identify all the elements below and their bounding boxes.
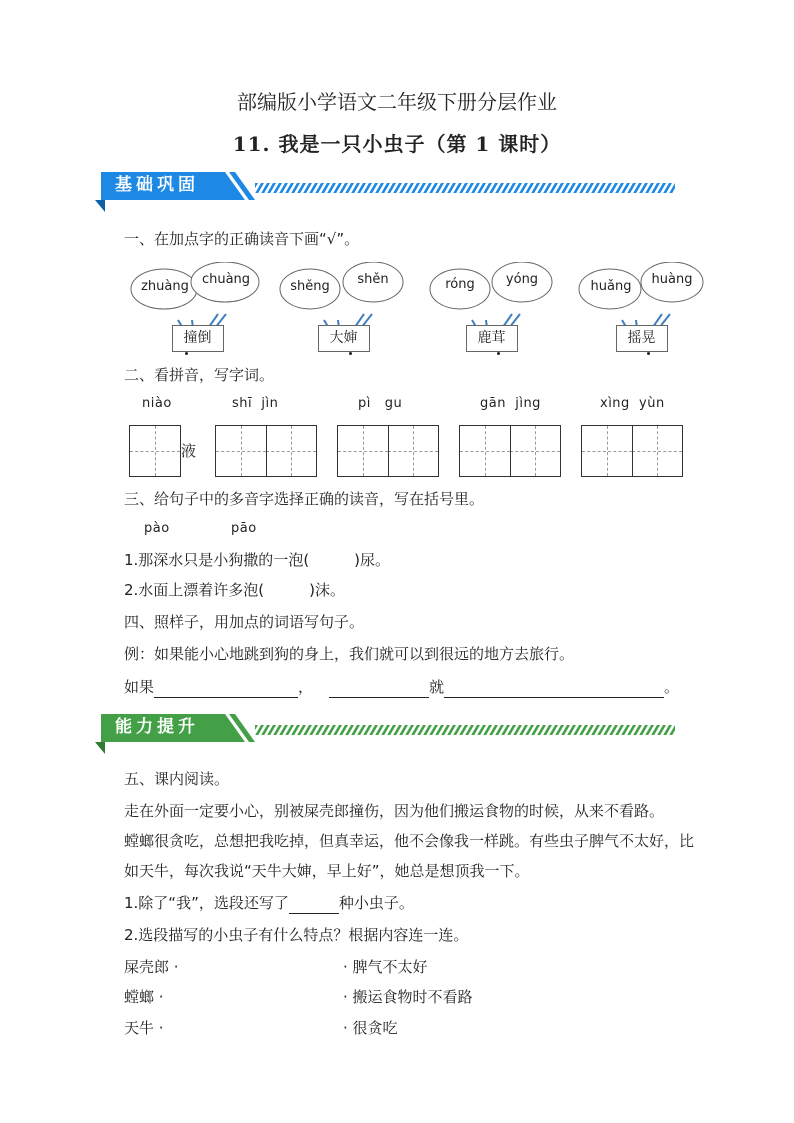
word-box: [172, 325, 224, 352]
pinyin-tree-3: [424, 262, 559, 352]
section-banner-basic: [95, 170, 675, 204]
match-left-item[interactable]: 屎壳郎 ·: [124, 958, 179, 976]
fill-word: 。: [664, 678, 680, 696]
section-tag: 基础巩固: [115, 175, 199, 195]
grid-cell: [582, 426, 632, 476]
writing-grid[interactable]: [581, 425, 683, 477]
pinyin-label: pì gu: [358, 396, 403, 411]
writing-grid[interactable]: [129, 425, 181, 477]
word-text: 摇晃: [627, 330, 656, 346]
reading-paragraph-line: 走在外面一定要小心，别被屎壳郎撞伤，因为他们搬运食物的时候，从来不看路。: [124, 802, 665, 820]
word-text: 大婶: [329, 330, 358, 346]
grid-guide: [216, 451, 266, 452]
section-banner-ability: [95, 712, 675, 746]
answer-blank[interactable]: [154, 681, 298, 698]
grid-guide: [510, 451, 560, 452]
writing-grid[interactable]: [337, 425, 439, 477]
grid-divider: [632, 426, 633, 476]
pinyin-option-left: róng: [445, 277, 475, 292]
emphasis-dot: [349, 352, 352, 355]
pinyin-label: gān jìng: [480, 396, 541, 411]
question-5-sub-2: 2.选段描写的小虫子有什么特点？根据内容连一连。: [124, 926, 469, 944]
question-5-prompt: 五、课内阅读。: [124, 770, 230, 788]
emphasis-dot: [497, 352, 500, 355]
grid-cell: [388, 426, 438, 476]
banner-stripe: [255, 725, 675, 735]
question-4-prompt: 四、照样子，用加点的词语写句子。: [124, 613, 365, 631]
question-1-prompt: 一、在加点字的正确读音下画“√”。: [124, 230, 360, 248]
writing-grid[interactable]: [215, 425, 317, 477]
section-tag: 能力提升: [115, 717, 199, 737]
pinyin-option-left: huǎng: [590, 279, 632, 294]
pinyin-label: pào: [144, 521, 170, 536]
grid-divider: [388, 426, 389, 476]
match-left-item[interactable]: 天牛 ·: [124, 1019, 164, 1037]
grid-cell: [216, 426, 266, 476]
fill-word: 如果: [124, 678, 155, 696]
match-right-item[interactable]: · 很贪吃: [343, 1019, 398, 1037]
word-text: 撞倒: [183, 330, 212, 346]
pinyin-tree-1: [130, 262, 265, 352]
pinyin-label: niào: [142, 396, 172, 411]
question-3-prompt: 三、给句子中的多音字选择正确的读音，写在括号里。: [124, 490, 485, 508]
sub-question-text: 1.除了“我”，选段还写了: [124, 894, 289, 912]
emphasis-dot: [647, 352, 650, 355]
fill-word: ，: [298, 678, 314, 696]
question-4-example: 例：如果能小心地跳到狗的身上，我们就可以到很远的地方去旅行。: [124, 645, 575, 663]
grid-cell: [460, 426, 510, 476]
word-box: [616, 325, 668, 352]
match-right-item[interactable]: · 脾气不太好: [343, 958, 428, 976]
sub-question-text: 种小虫子。: [338, 894, 414, 912]
banner-stripe: [255, 183, 675, 193]
match-right-item[interactable]: · 搬运食物时不看路: [343, 988, 473, 1006]
answer-blank[interactable]: [329, 681, 429, 698]
grid-guide: [460, 451, 510, 452]
pinyin-option-right: chuàng: [201, 272, 251, 287]
pinyin-option-right: yóng: [505, 272, 539, 287]
question-3-sentence-2: 2.水面上漂着许多泡( )沫。: [124, 581, 346, 599]
pinyin-tree-2: [276, 262, 411, 352]
question-5-sub-1: [124, 892, 414, 914]
writing-grid[interactable]: [459, 425, 561, 477]
pinyin-option-left: shěng: [290, 279, 330, 294]
grid-guide: [130, 451, 180, 452]
match-left-item[interactable]: 螳螂 ·: [124, 988, 164, 1006]
pinyin-label: xìng yùn: [600, 396, 665, 411]
grid-cell: [632, 426, 682, 476]
grid-cell: [510, 426, 560, 476]
reading-paragraph-line: 螳螂很贪吃，总想把我吃掉，但真幸运，他不会像我一样跳。有些虫子脾气不太好，比: [124, 832, 695, 850]
grid-guide: [388, 451, 438, 452]
question-3-sentence-1: 1.那深水只是小狗撒的一泡( )尿。: [124, 551, 391, 569]
reading-paragraph-line: 如天牛，每次我说“天牛大婶，早上好”，她总是想顶我一下。: [124, 862, 530, 880]
pinyin-option-left: zhuàng: [141, 279, 189, 294]
grid-cell: [266, 426, 316, 476]
word-text: 鹿茸: [477, 330, 506, 346]
question-2-prompt: 二、看拼音，写字词。: [124, 366, 275, 384]
grid-divider: [510, 426, 511, 476]
pinyin-label: pāo: [231, 521, 257, 536]
grid-guide: [632, 451, 682, 452]
grid-cell: [338, 426, 388, 476]
pinyin-option-right: shěn: [357, 272, 389, 287]
grid-suffix: 液: [181, 442, 197, 460]
answer-blank[interactable]: [444, 681, 664, 698]
grid-guide: [582, 451, 632, 452]
word-box: [466, 325, 518, 352]
grid-guide: [338, 451, 388, 452]
worksheet-title: 部编版小学语文二年级下册分层作业: [237, 90, 557, 114]
lesson-title: 11. 我是一只小虫子（第 1 课时）: [232, 132, 562, 156]
word-box: [318, 325, 370, 352]
answer-blank[interactable]: [289, 897, 339, 914]
grid-divider: [266, 426, 267, 476]
pinyin-label: shī jìn: [232, 396, 279, 411]
fill-word: 就: [429, 678, 445, 696]
grid-guide: [266, 451, 316, 452]
question-4-fill: [124, 676, 679, 698]
pinyin-tree-4: [574, 262, 709, 352]
emphasis-dot: [185, 352, 188, 355]
pinyin-option-right: huàng: [651, 272, 693, 287]
